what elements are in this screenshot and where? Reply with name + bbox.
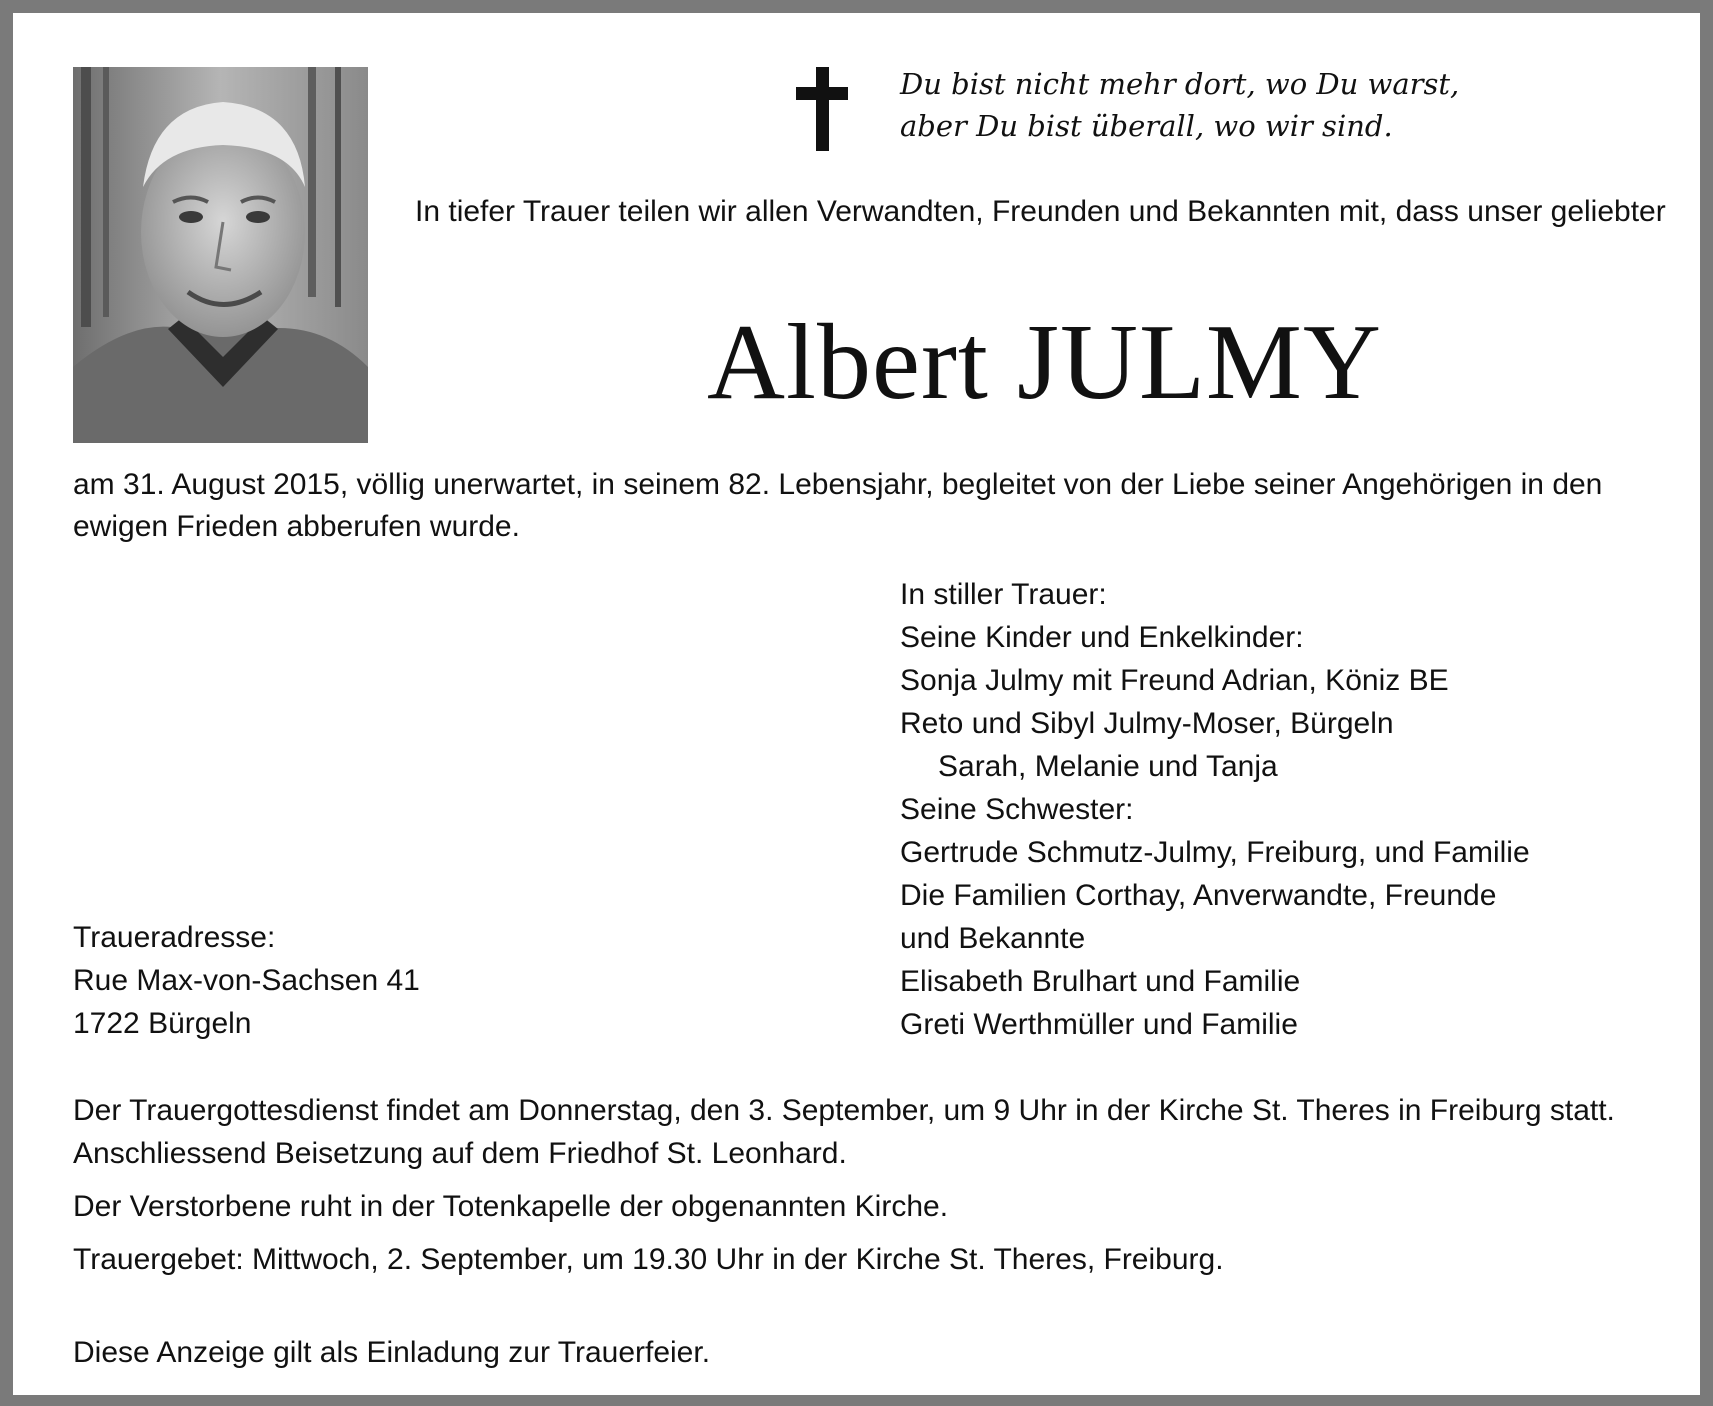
address-label: Traueradresse: bbox=[73, 921, 276, 954]
mourner-line: Sonja Julmy mit Freund Adrian, Köniz BE bbox=[900, 664, 1449, 697]
address-street: Rue Max-von-Sachsen 41 bbox=[73, 964, 420, 997]
memorial-quote bbox=[900, 63, 1540, 147]
deceased-name: Albert JULMY bbox=[707, 303, 1382, 422]
mourner-line: Greti Werthmüller und Familie bbox=[900, 1008, 1298, 1041]
mourner-line: Seine Kinder und Enkelkinder: bbox=[900, 621, 1304, 654]
mourner-line: und Bekannte bbox=[900, 922, 1086, 955]
mourner-line: In stiller Trauer: bbox=[900, 578, 1107, 611]
mourner-line: Elisabeth Brulhart und Familie bbox=[900, 965, 1301, 998]
mourner-line: Reto und Sibyl Julmy-Moser, Bürgeln bbox=[900, 707, 1394, 740]
mourner-line: Sarah, Melanie und Tanja bbox=[938, 750, 1278, 783]
quote-line: aber Du bist überall, wo wir sind. bbox=[900, 109, 1393, 143]
mourner-line: Gertrude Schmutz-Julmy, Freiburg, und Familie bbox=[900, 836, 1530, 869]
cross-icon bbox=[796, 67, 848, 151]
prayer-text: Trauergebet: Mittwoch, 2. September, um 19.30 Uhr in der Kirche St. Theres, Freiburg. bbox=[73, 1243, 1224, 1276]
mourner-line: Seine Schwester: bbox=[900, 793, 1134, 826]
death-notice: am 31. August 2015, völlig unerwartet, in seinem 82. Lebensjahr, begleitet von der Liebe seiner Angehörigen in den ewigen Frieden abberufen wurde. bbox=[73, 468, 1603, 543]
mourner-line: Die Familien Corthay, Anverwandte, Freunde bbox=[900, 879, 1497, 912]
service-details bbox=[73, 1089, 1673, 1291]
quote-line: Du bist nicht mehr dort, wo Du warst, bbox=[900, 67, 1460, 101]
intro-text: In tiefer Trauer teilen wir allen Verwandten, Freunden und Bekannten mit, dass unser geliebter bbox=[415, 195, 1666, 228]
mourning-address bbox=[73, 916, 773, 1045]
chapel-text: Der Verstorbene ruht in der Totenkapelle der obgenannten Kirche. bbox=[73, 1190, 949, 1223]
address-city: 1722 Bürgeln bbox=[73, 1007, 252, 1040]
mourners-list bbox=[900, 573, 1690, 1046]
funeral-service-text: Der Trauergottesdienst findet am Donnerstag, den 3. September, um 9 Uhr in der Kirche St. Theres in Freiburg statt. Anschliessend Beisetzung auf dem Friedhof St. Leonhard. bbox=[73, 1094, 1615, 1170]
invitation-text: Diese Anzeige gilt als Einladung zur Trauerfeier. bbox=[73, 1336, 711, 1369]
